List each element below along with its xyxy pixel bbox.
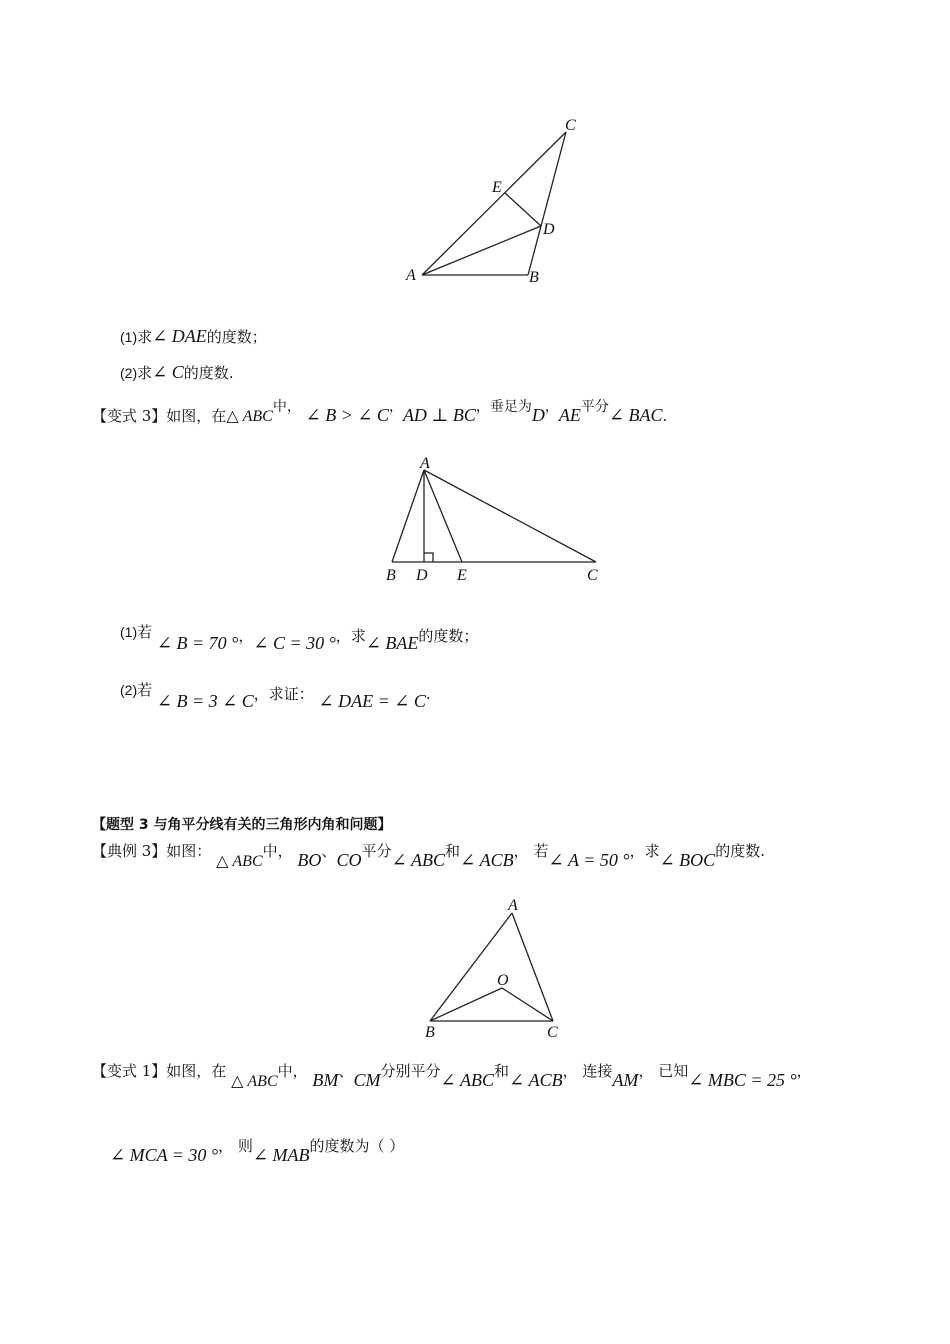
figure-triangle-abcde — [400, 112, 600, 292]
segment-ae — [424, 470, 462, 562]
segment-co — [502, 988, 553, 1021]
section-heading-type-3: 【题型 3 与角平分线有关的三角形内角和问题】 — [92, 817, 392, 833]
figure-triangle-altitude-bisector — [380, 455, 620, 585]
segment-ed — [505, 193, 541, 226]
label-c: C — [547, 1024, 558, 1041]
label-b: B — [386, 567, 396, 584]
label-b: B — [425, 1024, 435, 1041]
segment-ab — [392, 470, 424, 562]
variant-3-statement: 【变式 3】如图，在△ ABC中， ∠ B > ∠ C，AD ⊥ BC，垂足为D，AE平分∠ BAC. — [92, 399, 668, 425]
label-b: B — [529, 269, 539, 286]
label-c: C — [587, 567, 598, 584]
question-1-part-2: (2)求∠ C的度数. — [120, 362, 234, 382]
segment-bc — [528, 132, 566, 275]
label-a: A — [508, 897, 518, 914]
question-1-part-1: (1)求∠ DAE的度数； — [120, 326, 267, 346]
segment-ac — [422, 132, 566, 275]
right-angle-mark — [424, 553, 433, 562]
label-e: E — [492, 179, 502, 196]
label-o: O — [497, 972, 509, 989]
label-a: A — [406, 267, 416, 284]
label-d: D — [543, 221, 555, 238]
segment-bo — [430, 988, 502, 1021]
label-d: D — [416, 567, 428, 584]
segment-ad — [422, 226, 541, 275]
label-c: C — [565, 117, 576, 134]
variant-1-statement-line-1: 【变式 1】如图，在 △ ABC中， BM、CM分别平分∠ ABC和∠ ACB， 连接AM， 已知∠ MBC = 25 °， — [92, 1062, 812, 1090]
variant-3-part-1: (1)若 ∠ B = 70 °，∠ C = 30 °，求∠ BAE的度数； — [120, 623, 479, 653]
figure-triangle-incenter — [420, 895, 580, 1045]
label-a: A — [420, 455, 430, 472]
example-3-statement: 【典例 3】如图： △ ABC中， BO、CO平分∠ ABC和∠ ACB， 若∠ A = 50 °，求∠ BOC的度数. — [92, 842, 765, 870]
segment-ab — [430, 913, 512, 1021]
segment-ac — [424, 470, 596, 562]
label-e: E — [457, 567, 467, 584]
segment-ac — [512, 913, 553, 1021]
variant-1-statement-line-2: ∠ MCA = 30 °， 则∠ MAB的度数为（ ） — [110, 1137, 405, 1165]
variant-3-part-2: (2)若 ∠ B = 3 ∠ C，求证： ∠ DAE = ∠ C. — [120, 681, 431, 711]
